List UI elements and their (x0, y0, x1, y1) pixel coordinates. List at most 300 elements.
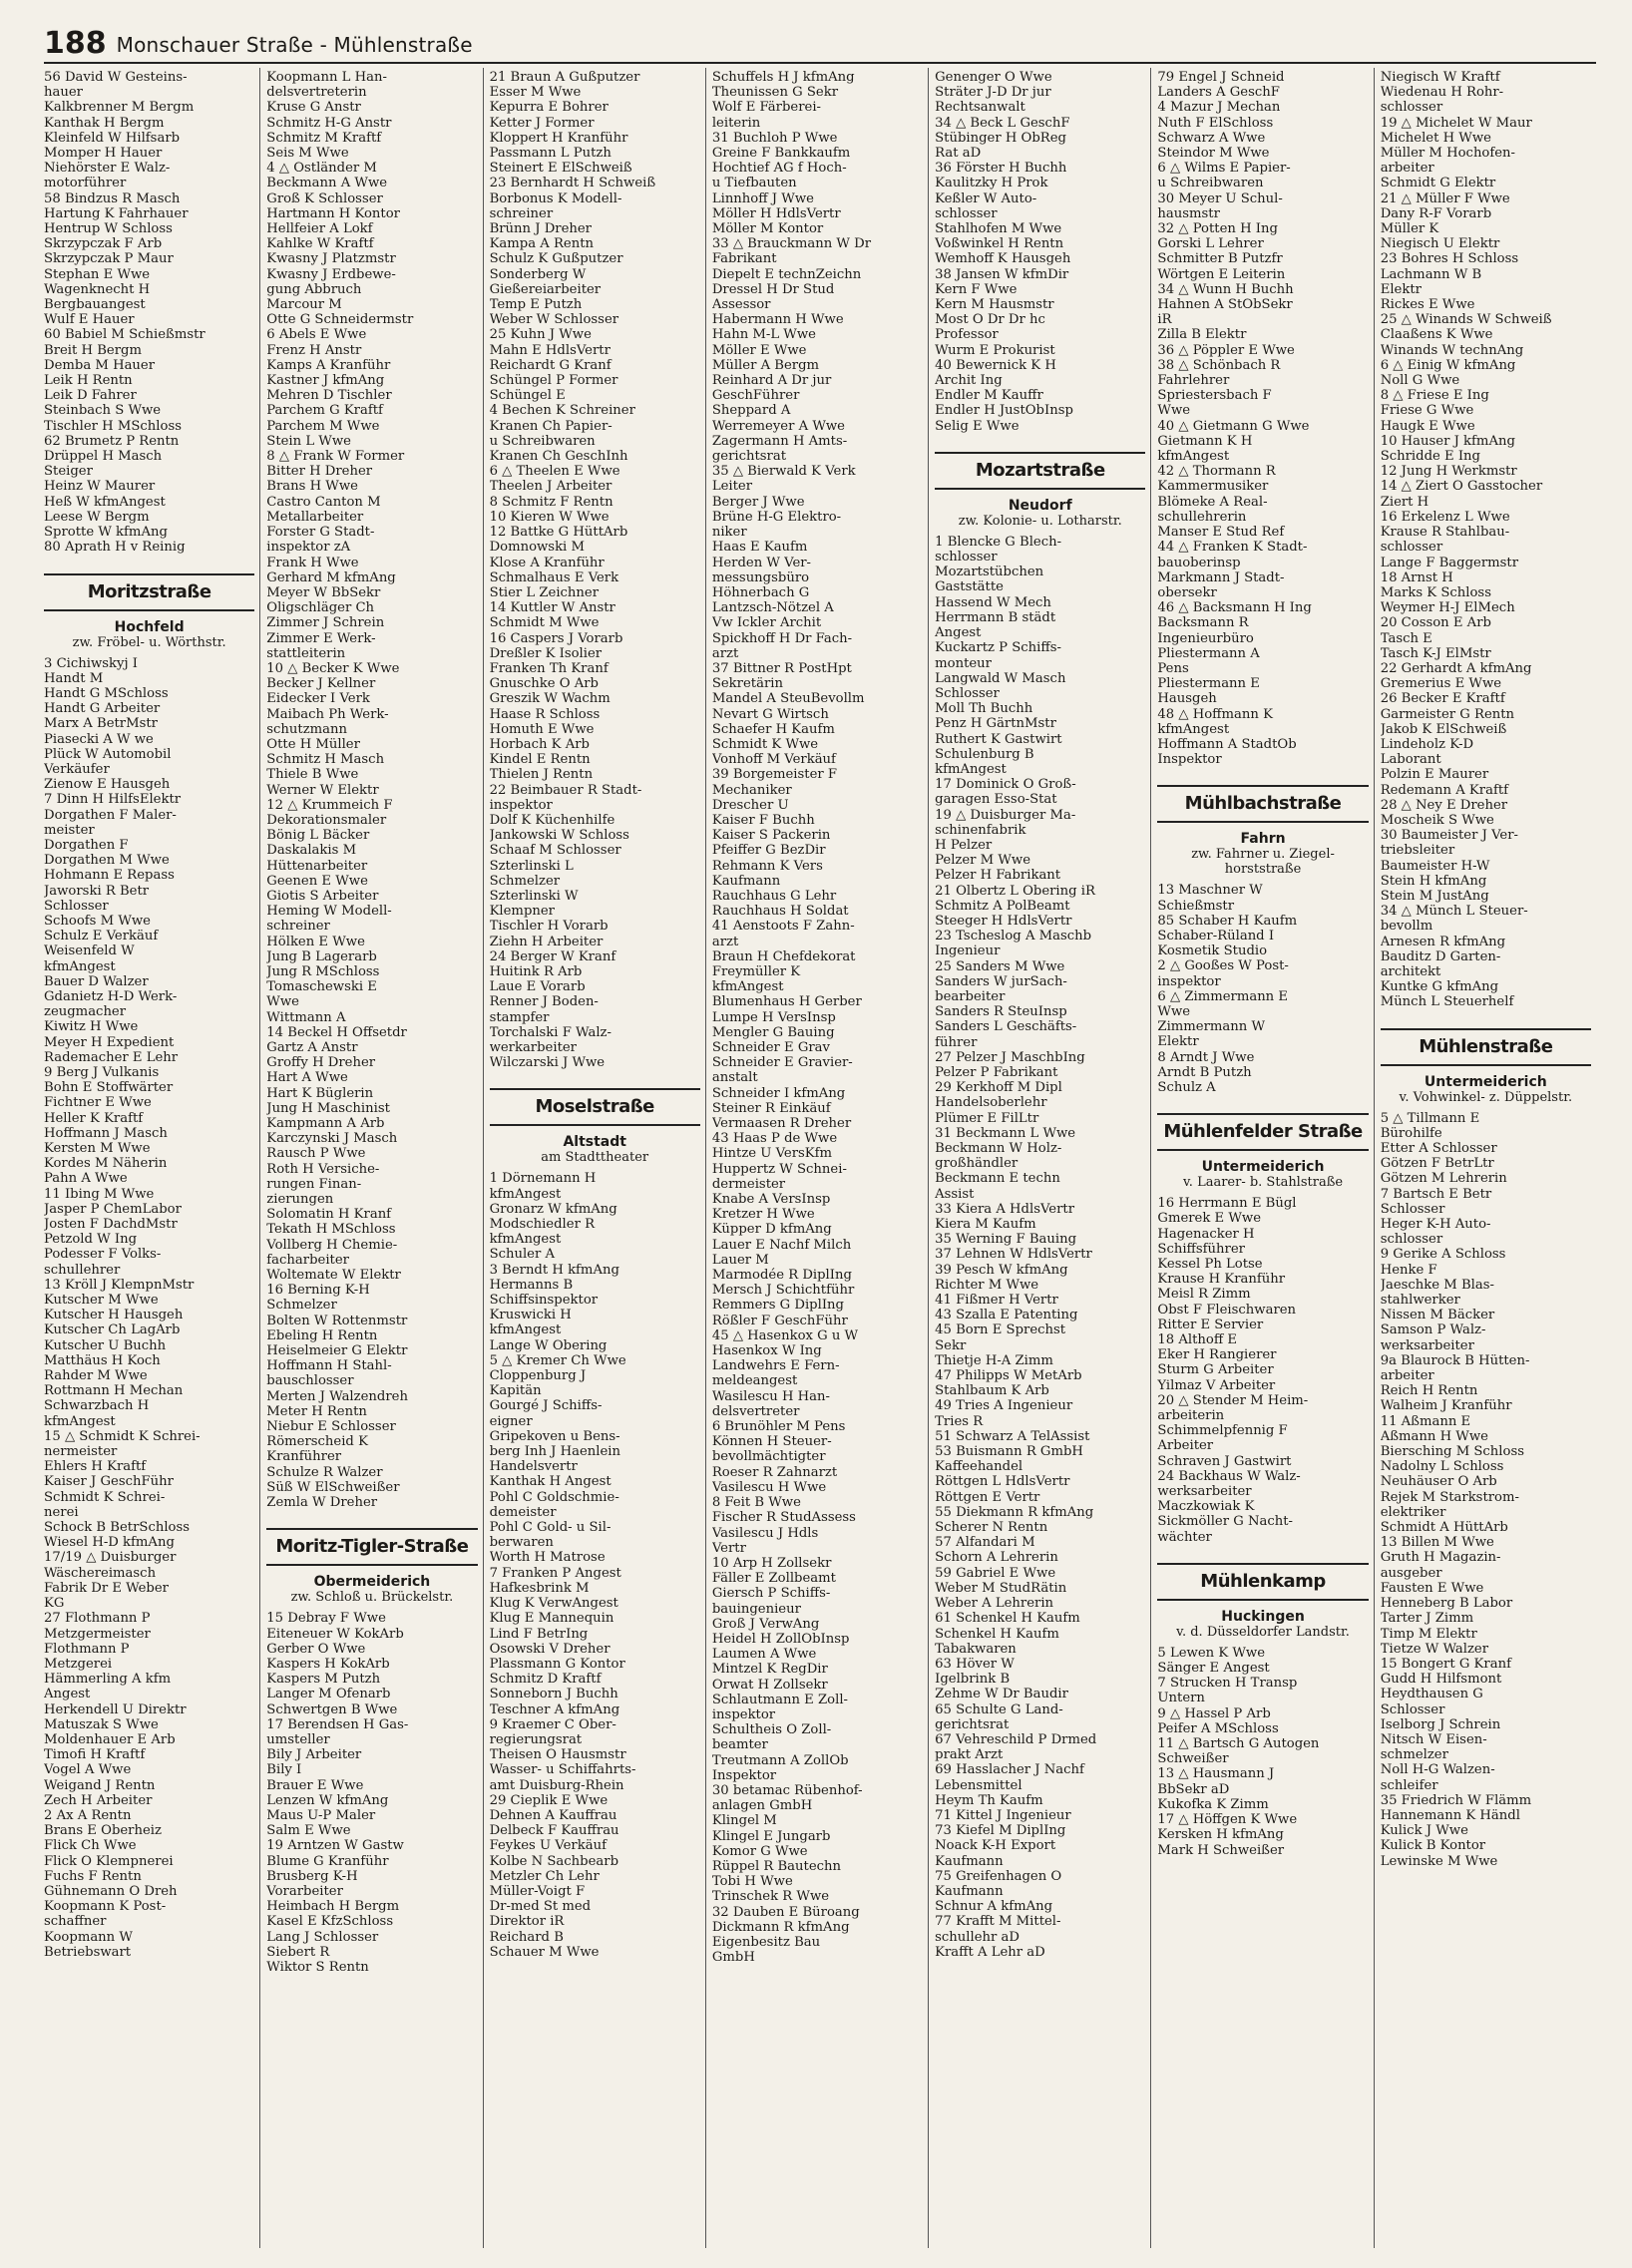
directory-entry: Schraven J Gastwirt (1157, 1453, 1292, 1469)
directory-entry: Assessor (711, 297, 771, 313)
directory-entry: Wagenknecht H (44, 281, 151, 297)
directory-entry: 41 Aenstoots F Zahn- (711, 919, 855, 935)
directory-entry: Mintzel K RegDir (711, 1662, 828, 1678)
directory-entry: Markmann J Stadt- (1157, 569, 1285, 585)
directory-entry: Dorgathen M Wwe (44, 853, 170, 869)
directory-entry: Hoffmann A StadtOb (1157, 736, 1297, 752)
directory-entry: Gudd H Hilfsmont (1380, 1672, 1502, 1688)
directory-entry: Wwe (266, 994, 299, 1010)
directory-entry: Arndt B Putzh (1157, 1064, 1252, 1080)
directory-entry: Heger K-H Auto- (1380, 1217, 1491, 1233)
directory-entry: Rickes E Wwe (1380, 297, 1475, 313)
directory-entry: Huitink R Arb (489, 963, 583, 979)
directory-entry: Kranen Ch Papier- (489, 418, 612, 434)
directory-entry: 22 Gerhardt A kfmAng (1380, 660, 1532, 676)
directory-entry: Hoffmann H Stahl- (266, 1358, 392, 1374)
directory-entry: Spickhoff H Dr Fach- (711, 630, 853, 646)
directory-entry: Reichardt G Kranf (489, 357, 612, 373)
directory-entry: Angest (44, 1687, 91, 1702)
directory-entry: anstalt (711, 1070, 758, 1086)
directory-entry: 23 Bernhardt H Schweiß (489, 176, 656, 191)
directory-entry: Arbeiter (1157, 1438, 1214, 1454)
directory-entry: 13 Billen M Wwe (1380, 1535, 1494, 1551)
directory-entry: 22 Beimbauer R Stadt- (489, 782, 642, 798)
directory-entry: Mechaniker (711, 782, 792, 798)
directory-entry: Assist (935, 1186, 975, 1202)
street-name: Moritzstraße (44, 573, 254, 611)
directory-entry: Kutscher Ch LagArb (44, 1323, 181, 1338)
directory-entry: Dorgathen F Maler- (44, 807, 177, 823)
street-name: Mühlbachstraße (1157, 785, 1368, 823)
directory-entry: Ziert H (1380, 494, 1429, 510)
directory-entry: Niegisch W Kraftf (1380, 70, 1500, 85)
directory-entry: 10 Hauser J kfmAng (1380, 433, 1515, 449)
directory-entry: Lang J Schlosser (266, 1929, 379, 1945)
directory-entry: Meyer W BbSekr (266, 584, 381, 600)
directory-entry: Klose A Kranführ (489, 555, 605, 570)
directory-entry: Schulze R Walzer (266, 1464, 383, 1480)
directory-entry: leiterin (711, 115, 761, 131)
directory-entry: Polzin E Maurer (1380, 767, 1489, 783)
directory-entry: 6 △ Einig W kfmAng (1380, 357, 1516, 373)
directory-entry: Stahlhofen M Wwe (935, 221, 1062, 237)
directory-entry: 44 △ Franken K Stadt- (1157, 540, 1308, 556)
directory-entry: 49 Tries A Ingenieur (935, 1398, 1073, 1414)
directory-entry: 61 Schenkel H Kaufm (935, 1611, 1080, 1627)
directory-entry: Keßler W Auto- (935, 190, 1037, 206)
directory-entry: hausmstr (1157, 205, 1220, 221)
directory-entry: Manser E Stud Ref (1157, 525, 1285, 541)
directory-entry: H Pelzer (935, 837, 993, 853)
directory-entry: Mozartstübchen (935, 565, 1044, 580)
directory-entry: Kastner J kfmAng (266, 373, 385, 389)
street-heading (266, 1528, 477, 1605)
directory-entry: Schauer M Wwe (489, 1944, 600, 1960)
directory-entry: kfmAngest (711, 979, 784, 995)
directory-entry: Cloppenburg J (489, 1368, 587, 1384)
directory-entry: Inspektor (711, 1767, 777, 1783)
directory-entry: 45 △ Hasenkox G u W (711, 1327, 859, 1343)
district-name: Neudorf (1008, 497, 1072, 514)
directory-entry: Schultheis O Zoll- (711, 1722, 832, 1738)
directory-entry: Sheppard A (711, 403, 791, 419)
directory-entry: zeugmacher (44, 1004, 127, 1020)
street-range: am Stadttheater (541, 1150, 649, 1166)
directory-entry: schaffner (44, 1914, 107, 1930)
street-range: v. Vohwinkel- z. Düppelstr. (1399, 1089, 1573, 1105)
directory-entry: Groß K Schlosser (266, 190, 383, 206)
directory-entry: Remmers G DiplIng (711, 1298, 844, 1314)
directory-entry: Ruthert K Gastwirt (935, 731, 1062, 747)
directory-entry: Gietmann K H (1157, 433, 1253, 449)
directory-entry: Peifer A MSchloss (1157, 1720, 1279, 1736)
directory-entry: Reichard B (489, 1929, 564, 1945)
directory-entry: Schridde E Ing (1380, 449, 1480, 465)
directory-entry: Zimmer J Schrein (266, 615, 385, 631)
directory-entry: Mengler G Bauing (711, 1024, 835, 1040)
directory-entry: bearbeiter (935, 988, 1006, 1004)
directory-entry: schutzmann (266, 721, 348, 737)
directory-entry: Ritter E Servier (1157, 1317, 1264, 1332)
directory-entry: Mandel A SteuBevollm (711, 691, 865, 707)
directory-entry: Weigand J Rentn (44, 1777, 156, 1793)
directory-entry: Demba M Hauer (44, 357, 156, 373)
directory-entry: Brusberg K-H (266, 1868, 358, 1884)
directory-entry: Hagenacker H (1157, 1226, 1255, 1242)
directory-entry: Lachmann W B (1380, 266, 1482, 282)
directory-entry: Meyer H Expedient (44, 1034, 175, 1050)
directory-entry: bevollm (1380, 919, 1433, 935)
directory-entry: 43 Szalla E Patenting (935, 1308, 1078, 1323)
directory-entry: Lauer M (711, 1252, 769, 1268)
directory-entry: Kaufmann (935, 1883, 1004, 1899)
district-name: Obermeiderich (313, 1574, 431, 1591)
directory-entry: Sänger E Angest (1157, 1661, 1270, 1677)
directory-entry: delsvertreter (711, 1403, 800, 1419)
directory-entry: inspektor (489, 797, 553, 813)
directory-entry: Jakob K ElSchweiß (1380, 721, 1507, 737)
directory-entry: triebsleiter (1380, 843, 1455, 859)
directory-entry: Rauchhaus H Soldat (711, 904, 849, 920)
directory-entry: prakt Arzt (935, 1747, 1004, 1763)
directory-entry: Steeger H HdlsVertr (935, 913, 1072, 929)
directory-entry: Dorgathen F (44, 837, 129, 853)
directory-entry: Momper H Hauer (44, 146, 163, 162)
directory-entry: Sanders R SteuInsp (935, 1004, 1067, 1020)
directory-entry: Sickmöller G Nacht- (1157, 1514, 1293, 1530)
directory-entry: Schiffsinspektor (489, 1293, 599, 1309)
directory-entry: 1 Dörnemann H (489, 1171, 597, 1187)
directory-entry: 31 Beckmann L Wwe (935, 1125, 1076, 1141)
directory-entry: schullehr aD (935, 1929, 1020, 1945)
directory-entry: Tomaschewski E (266, 979, 377, 995)
directory-entry: Kaufmann (711, 873, 781, 889)
directory-entry: Jasper P ChemLabor (44, 1201, 182, 1217)
directory-entry: Krause H Kranführ (1157, 1272, 1286, 1288)
directory-entry: Lenzen W kfmAng (266, 1792, 389, 1808)
directory-entry: 34 △ Wunn H Buchh (1157, 281, 1294, 297)
directory-entry: Mersch J Schichtführ (711, 1283, 855, 1299)
directory-entry: Elektr (1157, 1034, 1199, 1050)
directory-entry: 80 Aprath H v Reinig (44, 540, 186, 556)
directory-entry: beamter (711, 1737, 768, 1753)
directory-entry: Hassend W Mech (935, 594, 1051, 610)
directory-entry: eigner (489, 1413, 533, 1429)
directory-entry: Zech H Arbeiter (44, 1792, 153, 1808)
directory-entry: Schuler A (489, 1247, 556, 1263)
directory-entry: Metzler Ch Lehr (489, 1868, 600, 1884)
directory-entry: 17/19 △ Duisburger (44, 1550, 177, 1566)
directory-entry: Rehmann K Vers (711, 858, 823, 874)
directory-entry: Ehlers H Kraftf (44, 1459, 147, 1475)
directory-entry: 29 Cieplik E Wwe (489, 1792, 609, 1808)
directory-column (1151, 68, 1374, 2248)
directory-entry: Sanders L Geschäfts- (935, 1019, 1077, 1035)
directory-entry: Kuckartz P Schiffs- (935, 640, 1061, 656)
directory-entry: werkarbeiter (489, 1040, 577, 1055)
directory-entry: Koopmann L Han- (266, 70, 387, 85)
directory-entry: Koopmann W (44, 1929, 133, 1945)
directory-entry: Hartung K Fahrhauer (44, 205, 189, 221)
directory-entry: Zemla W Dreher (266, 1495, 378, 1511)
directory-entry: Kleinfeld W Hilfsarb (44, 130, 181, 146)
directory-entry: Blumenhaus H Gerber (711, 994, 862, 1010)
directory-entry: Pelzer H Fabrikant (935, 868, 1061, 884)
street-heading (1157, 785, 1368, 877)
directory-entry: Reich H Rentn (1380, 1383, 1478, 1399)
directory-entry: Esser M Wwe (489, 85, 582, 101)
directory-entry: Kahlke W Kraftf (266, 236, 374, 252)
directory-entry: Schwarz A Wwe (1157, 130, 1266, 146)
directory-entry: 59 Gabriel E Wwe (935, 1565, 1056, 1581)
directory-entry: Berger J Wwe (711, 494, 805, 510)
directory-entry: Stein L Wwe (266, 433, 351, 449)
directory-entry: Obst F Fleischwaren (1157, 1302, 1297, 1318)
directory-entry: Sonneborn J Buchh (489, 1687, 618, 1702)
directory-entry: Bönig L Bäcker (266, 828, 370, 844)
directory-entry: 21 Braun A Gußputzer (489, 70, 640, 85)
directory-entry: Kersten M Wwe (44, 1141, 151, 1156)
directory-entry: Sprotte W kfmAng (44, 525, 168, 541)
district-name: Untermeiderich (1201, 1159, 1325, 1176)
directory-entry: Giersch P Schiffs- (711, 1586, 831, 1602)
directory-entry: werksarbeiter (1380, 1337, 1474, 1353)
directory-entry: 30 betamac Rübenhof- (711, 1782, 863, 1798)
directory-entry: 16 Berning K-H (266, 1283, 370, 1299)
directory-entry: Kutscher H Hausgeh (44, 1308, 184, 1323)
directory-entry: Fäller E Zollbeamt (711, 1571, 836, 1587)
directory-entry: 32 Dauben E Büroang (711, 1904, 860, 1920)
directory-entry: Daskalakis M (266, 843, 357, 859)
directory-entry: 3 Berndt H kfmAng (489, 1262, 619, 1278)
directory-entry: 63 Höver W (935, 1656, 1015, 1672)
directory-entry: Metzgerei (44, 1656, 113, 1672)
directory-entry: gerichtsrat (711, 449, 787, 465)
directory-entry: Vogel A Wwe (44, 1762, 132, 1778)
directory-entry: 17 △ Höffgen K Wwe (1157, 1812, 1298, 1828)
directory-entry: meister (44, 822, 95, 838)
directory-entry: Fabrik Dr E Weber (44, 1580, 169, 1596)
directory-entry: Vermaasen R Dreher (711, 1116, 852, 1132)
directory-entry: Kwasny J Erdbewe- (266, 266, 396, 282)
directory-entry: 36 △ Pöppler E Wwe (1157, 342, 1295, 358)
directory-entry: 16 Caspers J Vorarb (489, 630, 623, 646)
directory-entry: Frenz H Anstr (266, 342, 362, 358)
directory-entry: Klingel M (711, 1813, 777, 1829)
street-heading (1157, 1113, 1368, 1190)
directory-entry: Schwertgen B Wwe (266, 1701, 398, 1717)
directory-entry: Salm E Wwe (266, 1823, 351, 1839)
directory-entry: iR (1157, 312, 1172, 328)
directory-entry: architekt (1380, 963, 1441, 979)
directory-entry: Hentrup W Schloss (44, 221, 173, 237)
directory-column (484, 68, 706, 2248)
directory-entry: Modschiedler R (489, 1217, 596, 1233)
directory-entry: Götzen M Lehrerin (1380, 1171, 1507, 1187)
directory-entry: messungsbüro (711, 569, 810, 585)
directory-entry: Brünn J Dreher (489, 221, 592, 237)
directory-entry: 73 Kiefel M DiplIng (935, 1823, 1066, 1839)
directory-entry: Weber A Lehrerin (935, 1596, 1054, 1612)
directory-entry: Tischler H MSchloss (44, 418, 182, 434)
directory-entry: Breit H Bergm (44, 342, 142, 358)
directory-entry: Professor (935, 327, 999, 343)
directory-entry: 31 Buchloh P Wwe (711, 130, 838, 146)
directory-entry: Hafkesbrink M (489, 1580, 590, 1596)
street-name: Moselstraße (490, 1088, 700, 1126)
directory-entry: Schlosser (44, 898, 109, 914)
directory-entry: 35 △ Bierwald K Verk (711, 464, 856, 480)
directory-entry: schlosser (1380, 100, 1443, 116)
directory-entry: Ingenieur (935, 944, 1001, 959)
directory-entry: Worth H Matrose (489, 1550, 606, 1566)
directory-entry: 6 △ Zimmermann E (1157, 988, 1288, 1004)
directory-entry: 32 △ Potten H Ing (1157, 221, 1278, 237)
directory-entry: Götzen F BetrLtr (1380, 1156, 1494, 1172)
directory-entry: Sanders W jurSach- (935, 973, 1067, 989)
directory-entry: 3 Cichiwskyj I (44, 655, 138, 671)
directory-entry: Theunissen G Sekr (711, 85, 839, 101)
directory-entry: Kulick J Wwe (1380, 1823, 1468, 1839)
directory-entry: Niehörster E Walz- (44, 161, 171, 177)
directory-entry: motorführer (44, 176, 127, 191)
directory-entry: Steindor M Wwe (1157, 146, 1270, 162)
directory-entry: Direktor iR (489, 1914, 565, 1930)
directory-entry: Mahn E HdlsVertr (489, 342, 611, 358)
directory-entry: Redemann A Kraftf (1380, 782, 1509, 798)
directory-entry: inspektor (711, 1706, 776, 1722)
directory-entry: Heym Th Kaufm (935, 1792, 1043, 1808)
directory-entry: 7 Bartsch E Betr (1380, 1186, 1492, 1202)
directory-entry: 15 Debray F Wwe (266, 1611, 386, 1627)
directory-entry: 5 △ Tillmann E (1380, 1110, 1480, 1126)
directory-entry: Tarter J Zimm (1380, 1611, 1474, 1627)
directory-entry: regierungsrat (489, 1731, 583, 1747)
street-range: v. d. Düsseldorfer Landstr. (1176, 1624, 1350, 1640)
directory-entry: Teschner A kfmAng (489, 1701, 620, 1717)
directory-entry: Wiesel H-D kfmAng (44, 1535, 175, 1551)
directory-entry: Flick O Klempnerei (44, 1853, 174, 1869)
directory-entry: 17 Dominick O Groß- (935, 777, 1076, 793)
directory-entry: Fabrikant (711, 251, 777, 267)
directory-entry: Merten J Walzendreh (266, 1388, 408, 1404)
street-range: zw. Fahrner u. Ziegel-horststraße (1191, 847, 1335, 878)
directory-entry: 23 Bohres H Schloss (1380, 251, 1519, 267)
directory-entry: Groffy H Dreher (266, 1055, 376, 1071)
directory-entry: Nadolny L Schloss (1380, 1459, 1504, 1475)
directory-entry: Huppertz W Schnei- (711, 1161, 847, 1177)
directory-entry: Kutscher U Buchh (44, 1337, 167, 1353)
directory-entry: Kersken H kfmAng (1157, 1827, 1284, 1843)
directory-entry: Schulz A (1157, 1079, 1216, 1095)
directory-entry: Hintze U VersKfm (711, 1146, 833, 1162)
directory-entry: Schulz K Gußputzer (489, 251, 623, 267)
directory-entry: Podesser F Volks- (44, 1247, 162, 1263)
directory-entry: Borbonus K Modell- (489, 190, 622, 206)
directory-entry: Schmitz A PolBeamt (935, 898, 1070, 914)
directory-entry: Dreßler K Isolier (489, 645, 603, 661)
directory-entry: Niebur E Schlosser (266, 1419, 396, 1435)
directory-entry: 11 Aßmann E (1380, 1413, 1471, 1429)
directory-entry: kfmAngest (935, 761, 1007, 777)
directory-entry: Fausten E Wwe (1380, 1580, 1484, 1596)
directory-entry: Vonhoff M Verkäuf (711, 752, 836, 768)
directory-entry: Lantzsch-Nötzel A (711, 600, 834, 616)
directory-entry: u Schreibwaren (1157, 176, 1264, 191)
directory-entry: Dressel H Dr Stud (711, 281, 835, 297)
directory-entry: 16 Herrmann E Bügl (1157, 1196, 1297, 1212)
directory-entry: Winands W technAng (1380, 342, 1524, 358)
directory-entry: Archit Ing (935, 373, 1003, 389)
directory-entry: Eidecker I Verk (266, 691, 370, 707)
directory-entry: Gerhard M kfmAng (266, 569, 396, 585)
directory-entry: Maibach Ph Werk- (266, 706, 389, 722)
directory-entry: Herrmann B städt (935, 609, 1056, 625)
directory-entry: Langwald W Masch (935, 670, 1066, 686)
directory-entry: Castro Canton M (266, 494, 381, 510)
directory-entry: 8 △ Frank W Former (266, 449, 405, 465)
directory-entry: Sträter J-D Dr jur (935, 85, 1051, 101)
directory-entry: Nuth F ElSchloss (1157, 115, 1274, 131)
directory-entry: Hart K Büglerin (266, 1085, 374, 1101)
directory-entry: Spriestersbach F (1157, 388, 1272, 404)
directory-entry: 12 △ Krummeich F (266, 797, 393, 813)
directory-entry: schleifer (1380, 1777, 1438, 1793)
directory-entry: Giotis S Arbeiter (266, 888, 379, 904)
directory-entry: Leik D Fahrer (44, 388, 137, 404)
directory-entry: 47 Philipps W MetArb (935, 1368, 1082, 1384)
directory-entry: Lange W Obering (489, 1337, 608, 1353)
directory-entry: Schmitter B Putzfr (1157, 251, 1283, 267)
directory-entry: Kapitän (489, 1383, 542, 1399)
directory-entry: Thiele B Wwe (266, 767, 359, 783)
directory-entry: 6 △ Wilms E Papier- (1157, 161, 1291, 177)
directory-entry: 41 Fißmer H Vertr (935, 1293, 1058, 1309)
directory-entry: Weber W Schlosser (489, 312, 619, 328)
directory-entry: Stein M JustAng (1380, 888, 1489, 904)
directory-entry: Treutmann A ZollOb (711, 1752, 849, 1768)
directory-entry: Hartmann H Kontor (266, 205, 400, 221)
directory-entry: 20 △ Stender M Heim- (1157, 1392, 1309, 1408)
directory-entry: Forster G Stadt- (266, 525, 375, 541)
directory-entry: Horbach K Arb (489, 736, 590, 752)
street-heading (44, 573, 254, 650)
page-title: Monschauer Straße - Mühlenstraße (116, 33, 473, 57)
street-name: Mozartstraße (935, 452, 1145, 490)
directory-entry: Schock B BetrSchloss (44, 1520, 191, 1536)
directory-entry: Plück W Automobil (44, 746, 172, 762)
directory-entry: kfmAngest (44, 958, 116, 974)
directory-entry: Weisenfeld W (44, 944, 135, 959)
directory-entry: 10 Arp H Zollsekr (711, 1555, 832, 1571)
directory-entry: 57 Alfandari M (935, 1535, 1035, 1551)
directory-entry: Dekorationsmaler (266, 812, 387, 828)
directory-entry: Betriebswart (44, 1944, 132, 1960)
directory-entry: Klug E Mannequin (489, 1611, 614, 1627)
directory-entry: BbSekr aD (1157, 1781, 1230, 1797)
directory-entry: Kiwitz H Wwe (44, 1019, 139, 1035)
directory-entry: Kindel E Rentn (489, 752, 591, 768)
directory-entry: Timofi H Kraftf (44, 1747, 146, 1763)
directory-entry: schlosser (1380, 1232, 1443, 1248)
directory-entry: Wittmann A (266, 1009, 346, 1025)
directory-entry: Kamps A Kranführ (266, 357, 391, 373)
street-name: Mühlenfelder Straße (1157, 1113, 1368, 1151)
directory-entry: Kaspers H KokArb (266, 1656, 390, 1672)
directory-entry: Roeser R Zahnarzt (711, 1464, 838, 1480)
directory-entry: Gießereiarbeiter (489, 281, 602, 297)
directory-entry: 29 Kerkhoff M Dipl (935, 1080, 1062, 1096)
